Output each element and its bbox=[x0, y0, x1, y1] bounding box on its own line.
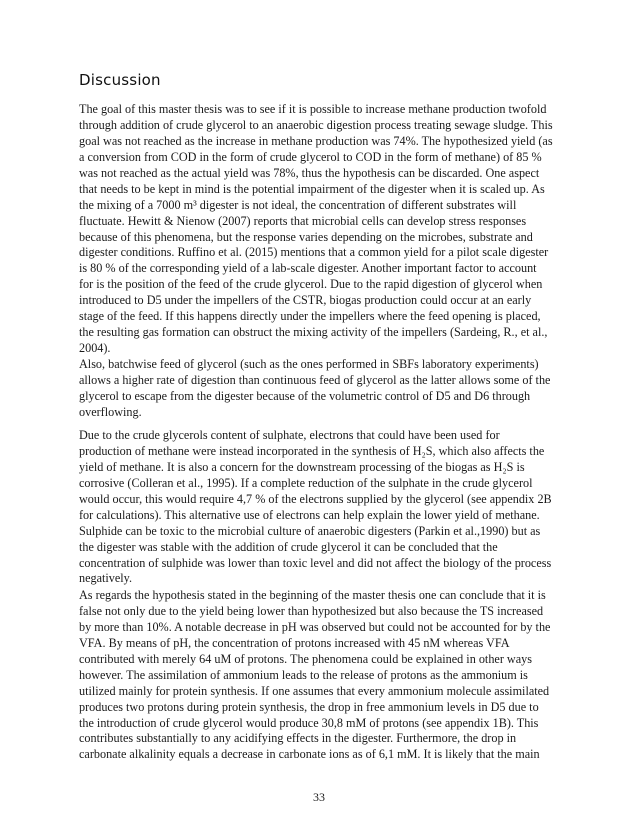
text-line: because of this phenomena, but the response varies depending on the microbes, substrate and bbox=[79, 229, 533, 244]
text-line: contributes substantially to any acidifying effects in the digester. Furthermore, the drop in bbox=[79, 731, 517, 746]
text-line: VFA. By means of pH, the concentration of protons increased with 45 nM whereas VFA bbox=[79, 635, 510, 650]
text-line: through addition of crude glycerol to an anaerobic digestion process treating sewage sludge. This bbox=[79, 117, 553, 132]
text-line: negatively. bbox=[79, 571, 133, 586]
text-line: allows a higher rate of digestion than continuous feed of glycerol as the latter allows some of the bbox=[79, 372, 551, 387]
text-line: carbonate alkalinity equals a decrease in carbonate ions as of 6,1 mM. It is likely that the main bbox=[79, 747, 540, 762]
text-line: Also, batchwise feed of glycerol (such as the ones performed in SBFs laboratory experiments) bbox=[79, 357, 539, 371]
text-line: Due to the crude glycerols content of sulphate, electrons that could have been used for bbox=[79, 428, 500, 442]
text-line: overflowing. bbox=[79, 404, 142, 419]
text-line: stage of the feed. If this happens directly under the impellers where the feed opening is placed, bbox=[79, 309, 541, 324]
text-line: production of methane were instead incorporated in the synthesis of H₂S, which also affects the bbox=[79, 443, 545, 458]
section-heading: Discussion bbox=[79, 71, 161, 89]
text-line: was not reached as the actual yield was 78%, thus the hypothesis can be discarded. One aspect bbox=[79, 165, 540, 180]
text-line: The goal of this master thesis was to see if it is possible to increase methane production twofold bbox=[79, 102, 547, 116]
text-line: for calculations). This alternative use of electrons can help explain the lower yield of methane. bbox=[79, 507, 540, 522]
text-line: the digester was stable with the addition of crude glycerol it can be concluded that the bbox=[79, 539, 498, 554]
text-line: concentration of sulphide was lower than toxic level and did not affect the biology of the process bbox=[79, 555, 552, 570]
text-line: utilized mainly for protein synthesis. If one assumes that every ammonium molecule assimilated bbox=[79, 683, 550, 698]
text-line: that needs to be kept in mind is the potential impairment of the digester when it is scaled up. As bbox=[79, 181, 545, 196]
text-line: the introduction of crude glycerol would produce 30,8 mM of protons (see appendix 1B). This bbox=[79, 715, 539, 730]
paragraph-batchwise-feed bbox=[79, 357, 569, 421]
page-number: 33 bbox=[313, 790, 325, 804]
text-line: yield of methane. It is also a concern for the downstream processing of the biogas as H₂S is bbox=[79, 459, 525, 474]
text-line: false not only due to the yield being lower than hypothesized but also because the TS increased bbox=[79, 603, 544, 618]
text-line: for is the position of the feed of the crude glycerol. Due to the rapid digestion of glycerol when bbox=[79, 277, 543, 292]
paragraph-hypothesis bbox=[79, 588, 569, 763]
text-line: glycerol to escape from the digester because of the volumetric control of D5 and D6 through bbox=[79, 388, 531, 403]
paragraph-sulphate bbox=[79, 428, 569, 587]
text-line: contributed with merely 64 uM of protons. The phenomena could be explained in other ways bbox=[79, 651, 532, 666]
text-line: corrosive (Colleran et al., 1995). If a complete reduction of the sulphate in the crude glycerol bbox=[79, 475, 533, 490]
text-line: a conversion from COD in the form of crude glycerol to COD in the form of methane) of 85 % bbox=[79, 149, 542, 164]
text-line: Sulphide can be toxic to the microbial culture of anaerobic digesters (Parkin et al.,1990) but as bbox=[79, 523, 541, 538]
text-line: digester conditions. Ruffino et al. (2015) mentions that a common yield for a pilot scale digester bbox=[79, 245, 549, 260]
text-line: fluctuate. Hewitt & Nienow (2007) reports that microbial cells can develop stress responses bbox=[79, 213, 527, 228]
text-line: As regards the hypothesis stated in the beginning of the master thesis one can conclude that it is bbox=[79, 588, 546, 602]
paragraph-goal bbox=[79, 102, 569, 357]
text-line: produces two protons during protein synthesis, the drop in free ammonium levels in D5 due to bbox=[79, 699, 539, 714]
text-line: by more than 10%. A notable decrease in pH was observed but could not be accounted for by the bbox=[79, 619, 551, 634]
text-line: the mixing of a 7000 m³ digester is not ideal, the concentration of different substrates will bbox=[79, 197, 517, 212]
text-line: goal was not reached as the increase in methane production was 74%. The hypothesized yield (as bbox=[79, 133, 553, 148]
text-line: however. The assimilation of ammonium leads to the release of protons as the ammonium is bbox=[79, 667, 528, 682]
text-line: 2004). bbox=[79, 341, 111, 356]
text-line: is 80 % of the corresponding yield of a lab-scale digester. Another important factor to account bbox=[79, 261, 537, 276]
text-line: would occur, this would require 4,7 % of the electrons supplied by the glycerol (see appendix 2B bbox=[79, 491, 552, 506]
text-line: introduced to D5 under the impellers of the CSTR, biogas production could occur at an early bbox=[79, 293, 532, 308]
text-line: the resulting gas formation can obstruct the mixing activity of the impellers (Sardeing, R., et al., bbox=[79, 325, 548, 340]
